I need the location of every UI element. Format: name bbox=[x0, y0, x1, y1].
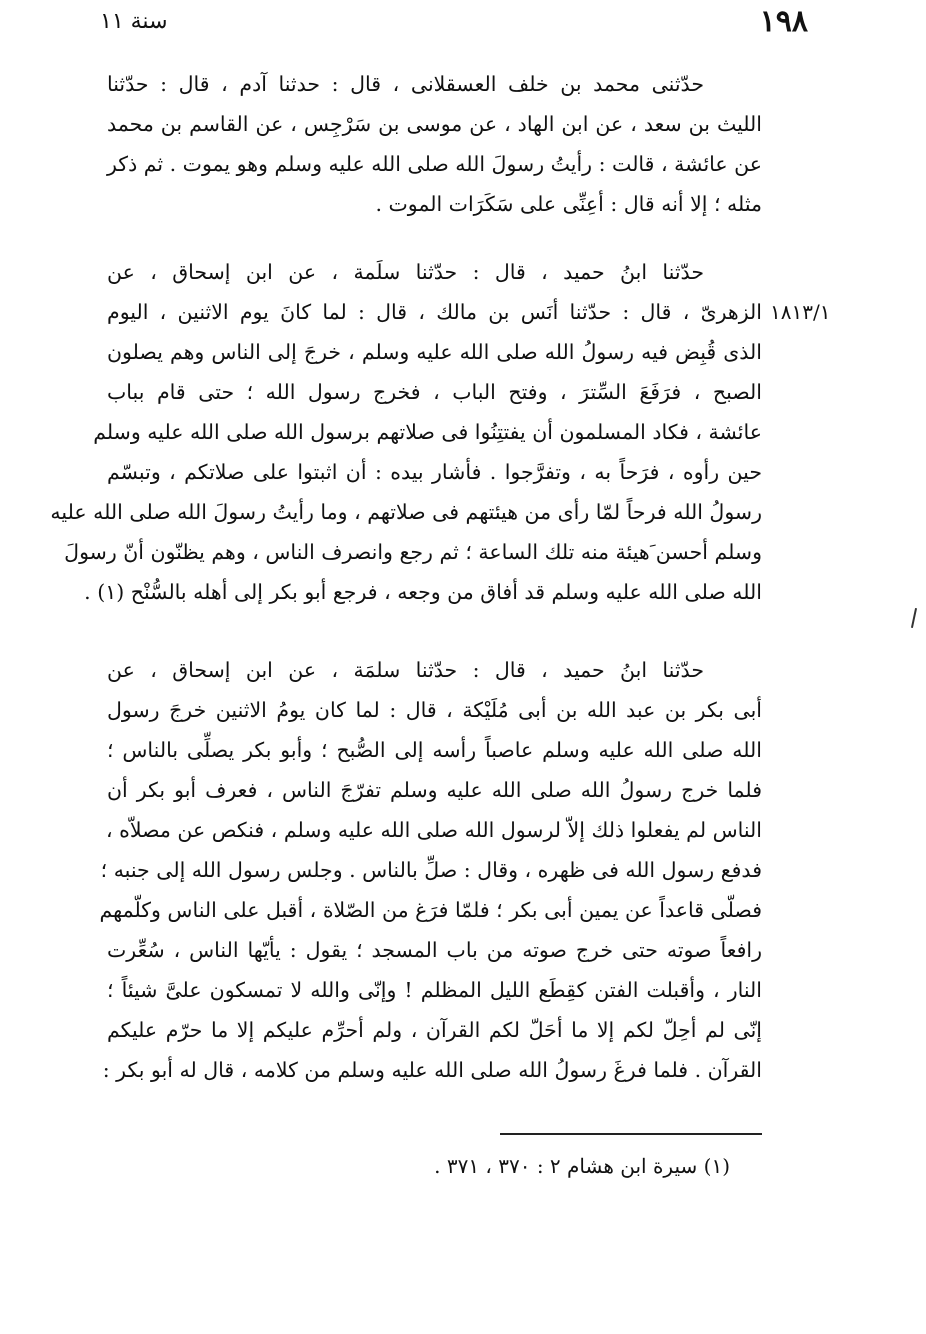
text-line: رسولُ الله فرحاً لمّا رأى من هيئتهم فى صلاتهم ، وما رأيتُ رسولَ الله صلى الله عليه bbox=[50, 500, 762, 524]
running-header-year: سنة ١١ bbox=[100, 9, 168, 34]
page-number: ١٩٨ bbox=[759, 4, 808, 39]
footnote-divider bbox=[500, 1133, 762, 1135]
text-line: إنّى لم أحِلّ لكم إلا ما أحَلّ لكم القرآن ، ولم أحرِّم عليكم إلا ما حرّم عليكم bbox=[107, 1018, 762, 1042]
footnote: (١) سيرة ابن هشام ٢ : ٣٧٠ ، ٣٧١ . bbox=[434, 1154, 730, 1178]
text-line: الناس لم يفعلوا ذلك إلاّ لرسول الله صلى الله عليه وسلم ، فنكص عن مصلاّه ، bbox=[106, 818, 762, 842]
text-line: حدّثنا ابنُ حميد ، قال : حدّثنا سلَمة ، عن ابن إسحاق ، عن bbox=[107, 260, 704, 284]
scan-mark bbox=[911, 608, 917, 628]
text-line: عن عائشة ، قالت : رأيتُ رسولَ الله صلى الله عليه وسلم وهو يموت . ثم ذكر bbox=[107, 152, 762, 176]
paragraph-2 bbox=[50, 252, 762, 612]
text-line: أبى بكر بن عبد الله بن أبى مُلَيْكة ، قال : لما كان يومُ الاثنين خرجَ رسول bbox=[107, 698, 762, 722]
text-line: فصلّى قاعداً عن يمين أبى بكر ؛ فلمّا فرَغ من الصّلاة ، أقبل على الناس وكلّمهم bbox=[99, 898, 762, 922]
text-line: الليث بن سعد ، عن ابن الهاد ، عن موسى بن سَرْجِس ، عن القاسم بن محمد bbox=[107, 112, 762, 136]
text-line: فدفع رسول الله فى ظهره ، وقال : صلِّ بالناس . وجلس رسول الله إلى جنبه ؛ bbox=[100, 858, 762, 882]
text-line: الله صلى الله عليه وسلم عاصباً رأسه إلى الصُّبح ؛ وأبو بكر يصلِّى بالناس ؛ bbox=[107, 738, 762, 762]
text-line: حدّثنى محمد بن خلف العسقلانى ، قال : حدثنا آدم ، قال : حدّثنا bbox=[107, 72, 704, 96]
text-line: الله صلى الله عليه وسلم قد أفاق من وجعه ، فرجع أبو بكر إلى أهله بالسُّنْح (١) . bbox=[84, 580, 762, 604]
text-line: فلما خرج رسولُ الله صلى الله عليه وسلم تفرّجَ الناس ، فعرف أبو بكر أن bbox=[107, 778, 762, 802]
text-line: حدّثنا ابنُ حميد ، قال : حدّثنا سلمَة ، عن ابن إسحاق ، عن bbox=[107, 658, 704, 682]
paragraph-1 bbox=[107, 64, 762, 224]
text-line: القرآن . فلما فرغَ رسولُ الله صلى الله عليه وسلم من كلامه ، قال له أبو بكر : bbox=[102, 1058, 762, 1082]
text-line: وسلم أحسن َهيئة منه تلك الساعة ؛ ثم رجع وانصرف الناس ، وهم يظنّون أنّ رسولَ bbox=[64, 540, 762, 564]
paragraph-3 bbox=[99, 650, 762, 1090]
text-line: مثله ؛ إلا أنه قال : أعِنِّى على سَكَرَات الموت . bbox=[375, 192, 762, 216]
text-line: الذى قُبِض فيه رسولُ الله صلى الله عليه وسلم ، خرجَ إلى الناس وهم يصلون bbox=[107, 340, 762, 364]
text-line: النار ، وأقبلت الفتن كقِطَع الليل المظلم ! وإنّى والله لا تمسكون علىَّ شيئاً ؛ bbox=[107, 978, 762, 1002]
text-line: الصبح ، فرَفَعَ السِّترَ ، وفتح الباب ، فخرج رسول الله ؛ حتى قام بباب bbox=[107, 380, 762, 404]
margin-reference-number: ١٨١٣/١ bbox=[770, 300, 831, 324]
text-line: رافعاً صوته حتى خرج صوته من باب المسجد ؛ يقول : يأيّها الناس ، سُعِّرت bbox=[107, 938, 762, 962]
text-line: حين رأوه ، فرَحاً به ، وتفرَّجوا . فأشار بيده : أن اثبتوا على صلاتكم ، وتبسّم bbox=[107, 460, 762, 484]
text-line: عائشة ، فكاد المسلمون أن يفتتِنُوا فى صلاتهم برسول الله صلى الله عليه وسلم bbox=[93, 420, 762, 444]
text-line: الزهرىّ ، قال : حدّثنا أنَس بن مالك ، قال : لما كانَ يوم الاثنين ، اليوم bbox=[107, 300, 762, 324]
